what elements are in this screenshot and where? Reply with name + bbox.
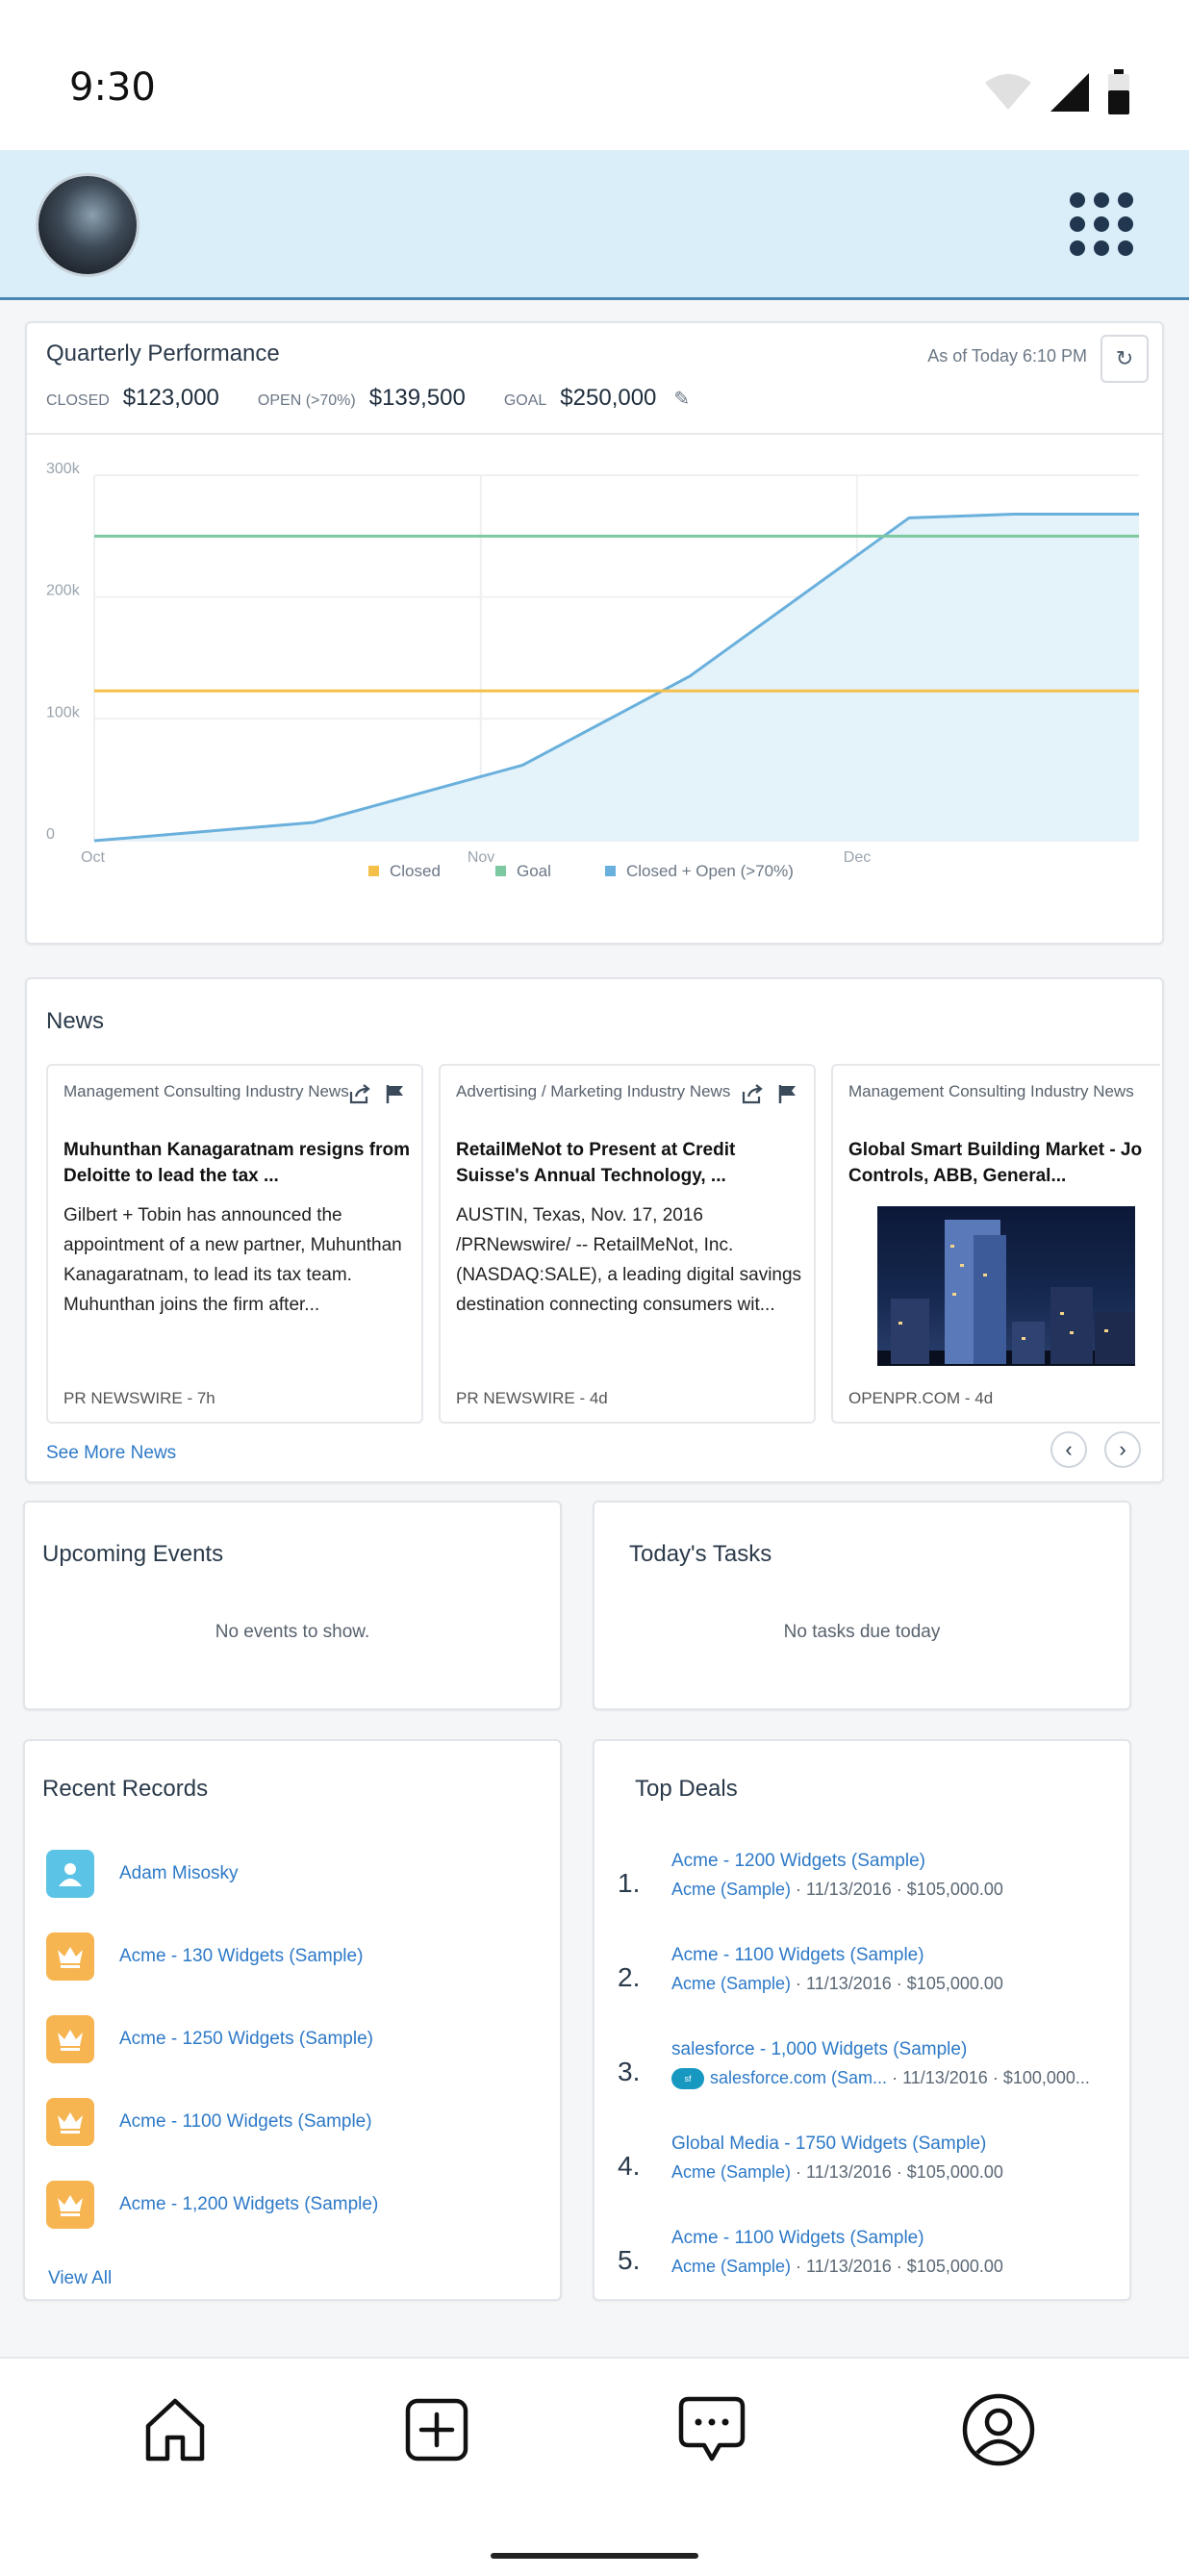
share-icon[interactable] <box>348 1083 371 1104</box>
tasks-empty-message: No tasks due today <box>783 1622 941 1642</box>
home-indicator <box>491 2553 698 2559</box>
news-source: PR NEWSWIRE - 4d <box>456 1389 608 1407</box>
open-value: $139,500 <box>368 385 466 411</box>
deal-rank: 3. <box>618 2057 641 2086</box>
deal-account[interactable]: Acme (Sample) <box>671 1880 792 1899</box>
home-icon[interactable] <box>135 2389 215 2470</box>
news-body: Gilbert + Tobin has announced the appointment of a new partner, Muhunthan Kanagaratnam, to lead its tax team. Muhunthan joins the firm after... <box>63 1205 402 1315</box>
recent-records-card <box>23 1739 562 2301</box>
deal-details: Acme (Sample) · 11/13/2016 · $105,000.00 <box>671 1880 1003 1899</box>
deal-account[interactable]: Acme (Sample) <box>671 2162 792 2182</box>
avatar[interactable] <box>38 176 137 274</box>
refresh-button[interactable] <box>1100 335 1149 383</box>
deal-amount: $105,000.00 <box>906 1974 1003 1993</box>
next-arrow-icon[interactable]: › <box>1104 1431 1141 1468</box>
app-header <box>0 150 1189 300</box>
refresh-icon: ↻ <box>1115 346 1134 370</box>
deal-amount: $105,000.00 <box>906 1880 1003 1899</box>
y-tick-label: 300k <box>46 461 80 477</box>
salesforce-logo-icon: sf <box>671 2068 704 2089</box>
x-tick-label: Oct <box>81 849 105 866</box>
list-item[interactable] <box>46 2180 378 2230</box>
y-tick-label: 200k <box>46 582 80 599</box>
area-fill <box>94 515 1139 841</box>
deal-date: 11/13/2016 <box>806 1974 892 1993</box>
news-carousel-controls <box>1050 1431 1141 1468</box>
signal-icon <box>1049 71 1091 114</box>
opportunity-icon <box>46 2098 94 2146</box>
opportunity-icon <box>46 2181 94 2229</box>
deal-row[interactable] <box>618 1851 1118 1920</box>
profile-icon[interactable] <box>958 2389 1039 2470</box>
legend-swatch <box>495 866 506 876</box>
deal-row[interactable] <box>618 2134 1118 2203</box>
legend-label: Closed <box>390 862 441 880</box>
contact-icon <box>46 1850 94 1898</box>
deal-details: Acme (Sample) · 11/13/2016 · $105,000.00 <box>671 2162 1003 2182</box>
deal-date: 11/13/2016 <box>806 2162 892 2182</box>
news-item[interactable] <box>46 1064 423 1424</box>
deal-date: 11/13/2016 <box>806 1880 892 1899</box>
quarterly-performance-card <box>25 321 1164 945</box>
bottom-navigation <box>0 2357 1189 2576</box>
x-tick-label: Dec <box>843 849 872 866</box>
deal-name[interactable]: salesforce - 1,000 Widgets (Sample) <box>671 2039 968 2059</box>
record-label: Acme - 130 Widgets (Sample) <box>119 1946 364 1966</box>
add-icon[interactable] <box>396 2389 477 2470</box>
list-item[interactable] <box>46 2014 373 2064</box>
record-label: Acme - 1250 Widgets (Sample) <box>119 2029 373 2049</box>
news-actions <box>741 1083 798 1104</box>
card-title: Quarterly Performance <box>46 341 280 366</box>
opportunity-icon <box>46 1932 94 1981</box>
deal-name[interactable]: Acme - 1100 Widgets (Sample) <box>671 2228 924 2248</box>
news-body: AUSTIN, Texas, Nov. 17, 2016 /PRNewswire/ -- RetailMeNot, Inc. (NASDAQ:SALE), a leading digital savings destination connecting consumers wit... <box>456 1205 802 1315</box>
wifi-icon <box>983 71 1033 114</box>
open-label: OPEN (>70%) <box>257 392 356 409</box>
deal-date: 11/13/2016 <box>806 2257 892 2276</box>
status-bar <box>0 0 1189 150</box>
news-category: Advertising / Marketing Industry News <box>456 1082 731 1100</box>
deal-row[interactable] <box>618 2039 1118 2109</box>
closed-value: $123,000 <box>122 385 219 411</box>
see-more-news-link[interactable]: See More News <box>46 1443 177 1463</box>
news-category: Management Consulting Industry News <box>63 1082 349 1100</box>
deal-name[interactable]: Acme - 1100 Widgets (Sample) <box>671 1945 924 1965</box>
top-deals-title: Top Deals <box>635 1776 738 1802</box>
record-label: Adam Misosky <box>119 1863 239 1883</box>
events-title: Upcoming Events <box>42 1541 224 1567</box>
deal-rank: 2. <box>618 1962 641 1992</box>
goal-label: GOAL <box>503 392 547 409</box>
system-indicators <box>983 69 1131 115</box>
as-of-timestamp: As of Today 6:10 PM <box>927 346 1087 366</box>
legend-swatch <box>368 866 379 876</box>
news-source: OPENPR.COM - 4d <box>848 1389 994 1407</box>
goal-value: $250,000 <box>560 385 657 411</box>
performance-metrics <box>46 385 690 412</box>
status-time: 9:30 <box>69 65 156 110</box>
list-item[interactable] <box>46 2097 372 2147</box>
deal-amount: $105,000.00 <box>906 2257 1003 2276</box>
y-tick-label: 100k <box>46 704 80 721</box>
news-title: News <box>46 1008 105 1034</box>
x-tick-label: Nov <box>467 849 495 866</box>
edit-goal-icon[interactable]: ✎ <box>673 389 691 410</box>
legend-swatch <box>605 866 616 876</box>
previous-arrow-icon[interactable]: ‹ <box>1050 1431 1087 1468</box>
opportunity-icon <box>46 2015 94 2063</box>
news-source: PR NEWSWIRE - 7h <box>63 1389 215 1407</box>
deal-name[interactable]: Global Media - 1750 Widgets (Sample) <box>671 2134 987 2154</box>
flag-icon[interactable] <box>777 1083 798 1104</box>
deal-name[interactable]: Acme - 1200 Widgets (Sample) <box>671 1851 925 1871</box>
share-icon[interactable] <box>741 1083 764 1104</box>
list-item[interactable] <box>46 1932 363 1982</box>
news-actions <box>348 1083 406 1104</box>
deal-row[interactable] <box>618 1945 1118 2014</box>
chat-icon[interactable] <box>671 2389 752 2470</box>
view-all-link[interactable]: View All <box>48 2268 113 2288</box>
deal-rank: 4. <box>618 2151 641 2181</box>
news-headline: RetailMeNot to Present at Credit Suisse's Annual Technology, ... <box>456 1140 736 1186</box>
recent-records-title: Recent Records <box>42 1776 209 1802</box>
performance-chart <box>27 435 1158 941</box>
upcoming-events-card <box>23 1501 562 1710</box>
todays-tasks-card <box>593 1501 1131 1710</box>
app-launcher-icon[interactable] <box>1070 192 1131 254</box>
top-deals-card <box>593 1739 1131 2301</box>
deal-amount: $105,000.00 <box>906 2162 1003 2182</box>
deal-rank: 1. <box>618 1868 641 1898</box>
deal-details: sf salesforce.com (Sam... · 11/13/2016 · $100,000... <box>671 2068 1090 2089</box>
list-item[interactable] <box>46 1849 239 1899</box>
deal-account[interactable]: Acme (Sample) <box>671 1974 792 1993</box>
deal-details: Acme (Sample) · 11/13/2016 · $105,000.00 <box>671 2257 1003 2276</box>
news-item[interactable] <box>439 1064 816 1424</box>
record-label: Acme - 1100 Widgets (Sample) <box>119 2111 372 2132</box>
flag-icon[interactable] <box>385 1083 406 1104</box>
news-headline: Global Smart Building Market - Jo Controls, ABB, General... <box>848 1140 1143 1186</box>
closed-label: CLOSED <box>46 392 110 409</box>
y-tick-label: 0 <box>46 826 55 843</box>
deal-account[interactable]: Acme (Sample) <box>671 2257 792 2276</box>
news-headline: Muhunthan Kanagaratnam resigns from Deloitte to lead the tax ... <box>63 1140 410 1186</box>
legend-label: Closed + Open (>70%) <box>626 862 794 880</box>
legend-label: Goal <box>517 862 551 880</box>
deal-rank: 5. <box>618 2245 641 2275</box>
news-card <box>25 977 1164 1483</box>
deal-details: Acme (Sample) · 11/13/2016 · $105,000.00 <box>671 1974 1003 1993</box>
news-category: Management Consulting Industry News <box>848 1082 1134 1100</box>
tasks-title: Today's Tasks <box>629 1541 772 1567</box>
deal-date: 11/13/2016 <box>902 2068 988 2087</box>
deal-account[interactable]: salesforce.com (Sam... <box>710 2068 888 2087</box>
deal-amount: $100,000... <box>1002 2068 1090 2087</box>
battery-icon <box>1106 69 1131 115</box>
news-item[interactable] <box>831 1064 1160 1424</box>
record-label: Acme - 1,200 Widgets (Sample) <box>119 2194 379 2214</box>
events-empty-message: No events to show. <box>215 1622 370 1642</box>
deal-row[interactable] <box>618 2228 1118 2297</box>
news-thumbnail <box>877 1206 1135 1366</box>
